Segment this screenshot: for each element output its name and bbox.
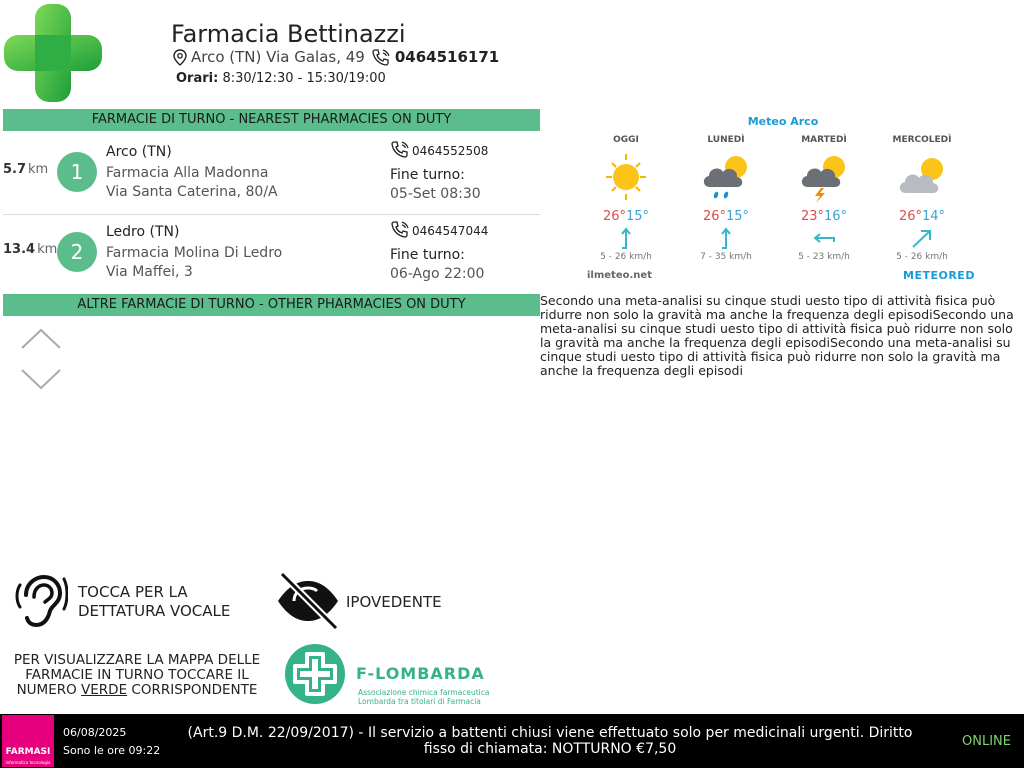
wind-direction-icon	[910, 226, 934, 250]
shift-end-label: Fine turno:	[390, 167, 465, 183]
info-text: Secondo una meta-analisi su cinque studi uesto tipo di attività fisica può ridurre non solo la gravità ma anche la frequenza degli episodiSecondo una meta-analisi su cinque studi uesto tipo di attività fisica può ridurre non solo la gravità ma anche la frequenza degli episodiSecondo una meta-analisi su cinque studi uesto tipo di attività fisica può ridurre non solo la gravità ma anche la frequenza degli episodi	[540, 293, 1014, 378]
pharmacy-city: Arco (TN)	[106, 144, 172, 160]
ear-icon[interactable]	[12, 573, 68, 629]
shift-end-label: Fine turno:	[390, 247, 465, 263]
footer-date: 06/08/2025	[63, 726, 127, 739]
phone-icon	[371, 48, 391, 66]
voice-dictation-button[interactable]: TOCCA PER LA DETTATURA VOCALE	[78, 583, 231, 620]
weather-temps: 26°15°	[702, 209, 750, 224]
phone-number[interactable]: 0464547044	[412, 224, 489, 238]
map-number-button[interactable]: 2	[57, 232, 97, 272]
distance: 5.7 km	[3, 162, 49, 177]
hours-label: Orari:	[176, 71, 219, 86]
footer-notice: (Art.9 D.M. 22/09/2017) - Il servizio a battenti chiusi viene effettuato solo per medicinali urgenti. Diritto fisso di chiamata: NOTTURNO €7,50	[187, 725, 913, 757]
pharmacy-phone[interactable]: 0464516171	[394, 48, 500, 66]
rain-cloud-sun-icon	[696, 151, 756, 203]
shift-end-value: 05-Set 08:30	[390, 186, 481, 202]
shift-end-value: 06-Ago 22:00	[390, 266, 485, 282]
weather-day	[583, 135, 669, 262]
other-pharmacies-header: ALTRE FARMACIE DI TURNO - OTHER PHARMACIES ON DUTY	[3, 294, 540, 316]
pharmacy-phone[interactable]	[390, 140, 488, 158]
connection-status: ONLINE	[962, 734, 1011, 749]
scroll-up-arrow-icon[interactable]	[20, 328, 62, 350]
location-pin-icon	[172, 49, 188, 66]
pharmacy-phone[interactable]	[390, 220, 488, 238]
weather-day	[781, 135, 867, 262]
nearest-pharmacies-header: FARMACIE DI TURNO - NEAREST PHARMACIES ON DUTY	[3, 109, 540, 131]
pharmacy-address-line	[172, 48, 499, 66]
weather-title: Meteo Arco	[747, 115, 819, 128]
address-text: Arco (TN) Via Galas, 49	[191, 48, 365, 66]
hours-value: 8:30/12:30 - 15:30/19:00	[222, 71, 386, 86]
low-vision-button[interactable]: IPOVEDENTE	[346, 593, 442, 611]
weather-day	[683, 135, 769, 262]
phone-number[interactable]: 0464552508	[412, 144, 489, 158]
phone-icon	[390, 220, 410, 238]
weather-day-name: MERCOLEDÌ	[892, 135, 952, 145]
farmasi-logo: FARMASI informatica tecnologia	[2, 715, 54, 767]
pharmacy-name: Farmacia Alla Madonna	[106, 165, 269, 181]
wind-direction-icon	[614, 226, 638, 250]
weather-temps: 26°15°	[602, 209, 650, 224]
eye-slash-icon[interactable]	[276, 572, 340, 630]
opening-hours	[176, 71, 386, 86]
map-instruction: PER VISUALIZZARE LA MAPPA DELLE FARMACIE IN TURNO TOCCARE IL NUMERO VERDE CORRISPONDENTE	[13, 652, 261, 698]
wind-direction-icon	[812, 226, 836, 250]
weather-day	[879, 135, 965, 262]
pharmacy-name: Farmacia Molina Di Ledro	[106, 245, 283, 261]
weather-day-name: MARTEDÌ	[801, 135, 847, 145]
ilmeteo-source[interactable]: ilmeteo.net	[587, 270, 652, 281]
wind-speed: 5 - 26 km/h	[600, 252, 652, 262]
wind-speed: 5 - 23 km/h	[798, 252, 850, 262]
pharmacy-street: Via Santa Caterina, 80/A	[106, 184, 278, 200]
distance: 13.4 km	[3, 242, 58, 257]
pharmacy-row[interactable]	[3, 134, 540, 215]
footer-time: Sono le ore 09:22	[63, 744, 161, 757]
cloud-sun-icon	[892, 151, 952, 203]
weather-day-name: LUNEDÌ	[707, 135, 745, 145]
pharmacy-name: Farmacia Bettinazzi	[171, 20, 406, 48]
pharmacy-street: Via Maffei, 3	[106, 264, 193, 280]
f-lombarda-name: F-LOMBARDA	[356, 664, 485, 683]
sun-icon	[596, 151, 656, 203]
pharmacy-city: Ledro (TN)	[106, 224, 180, 240]
storm-cloud-icon	[794, 151, 854, 203]
footer-bar	[0, 714, 1024, 768]
weather-temps: 23°16°	[800, 209, 848, 224]
wind-direction-icon	[714, 226, 738, 250]
f-lombarda-subtitle: Associazione chimica farmaceutica Lombarda tra titolari di Farmacia	[358, 688, 490, 706]
weather-widget	[583, 113, 983, 285]
wind-speed: 7 - 35 km/h	[700, 252, 752, 262]
pharmacy-cross-logo	[4, 4, 102, 102]
meteored-logo[interactable]: METEORED	[903, 269, 975, 282]
scroll-down-arrow-icon[interactable]	[20, 368, 62, 390]
f-lombarda-logo	[283, 642, 347, 706]
map-number-button[interactable]: 1	[57, 152, 97, 192]
phone-icon	[390, 140, 410, 158]
weather-temps: 26°14°	[898, 209, 946, 224]
pharmacy-row[interactable]	[3, 214, 540, 294]
weather-day-name: OGGI	[613, 135, 639, 145]
wind-speed: 5 - 26 km/h	[896, 252, 948, 262]
